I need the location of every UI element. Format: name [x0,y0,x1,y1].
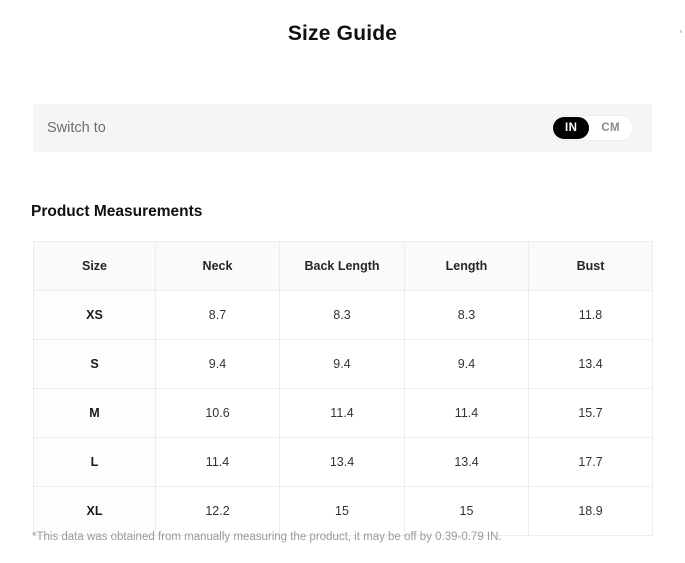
cell-size: L [34,438,156,487]
column-header-back-length: Back Length [280,242,405,291]
cell-length: 11.4 [405,389,529,438]
measurements-table-wrapper [33,241,652,536]
cell-neck: 12.2 [156,487,280,536]
cell-back-length: 8.3 [280,291,405,340]
cell-back-length: 13.4 [280,438,405,487]
cell-back-length: 9.4 [280,340,405,389]
cell-neck: 11.4 [156,438,280,487]
size-guide-page [0,22,685,563]
cell-length: 8.3 [405,291,529,340]
column-header-bust: Bust [529,242,653,291]
cell-size: M [34,389,156,438]
cell-size: S [34,340,156,389]
table-header-row [34,242,653,291]
cell-size: XL [34,487,156,536]
cell-back-length: 15 [280,487,405,536]
scroll-mark [680,30,682,33]
table-row [34,291,653,340]
cell-length: 9.4 [405,340,529,389]
cell-bust: 15.7 [529,389,653,438]
table-row [34,340,653,389]
measurement-disclaimer: *This data was obtained from manually measuring the product, it may be off by 0.39-0.79 IN. [32,531,502,543]
table-row [34,389,653,438]
measurements-table [33,241,653,536]
cell-bust: 11.8 [529,291,653,340]
table-row [34,487,653,536]
cell-bust: 13.4 [529,340,653,389]
cell-back-length: 11.4 [280,389,405,438]
cell-neck: 8.7 [156,291,280,340]
column-header-size: Size [34,242,156,291]
cell-bust: 18.9 [529,487,653,536]
cell-size: XS [34,291,156,340]
table-body [34,291,653,536]
column-header-length: Length [405,242,529,291]
product-measurements-heading: Product Measurements [31,203,203,220]
cell-length: 13.4 [405,438,529,487]
cell-bust: 17.7 [529,438,653,487]
cell-length: 15 [405,487,529,536]
table-header [34,242,653,291]
cell-neck: 9.4 [156,340,280,389]
page-title: Size Guide [287,22,398,45]
table-row [34,438,653,487]
switch-to-label: Switch to [47,120,106,136]
unit-option-in[interactable]: IN [553,117,589,139]
unit-option-cm[interactable]: CM [601,122,620,134]
column-header-neck: Neck [156,242,280,291]
unit-toggle[interactable] [551,115,634,141]
unit-switch-bar [33,104,652,152]
cell-neck: 10.6 [156,389,280,438]
